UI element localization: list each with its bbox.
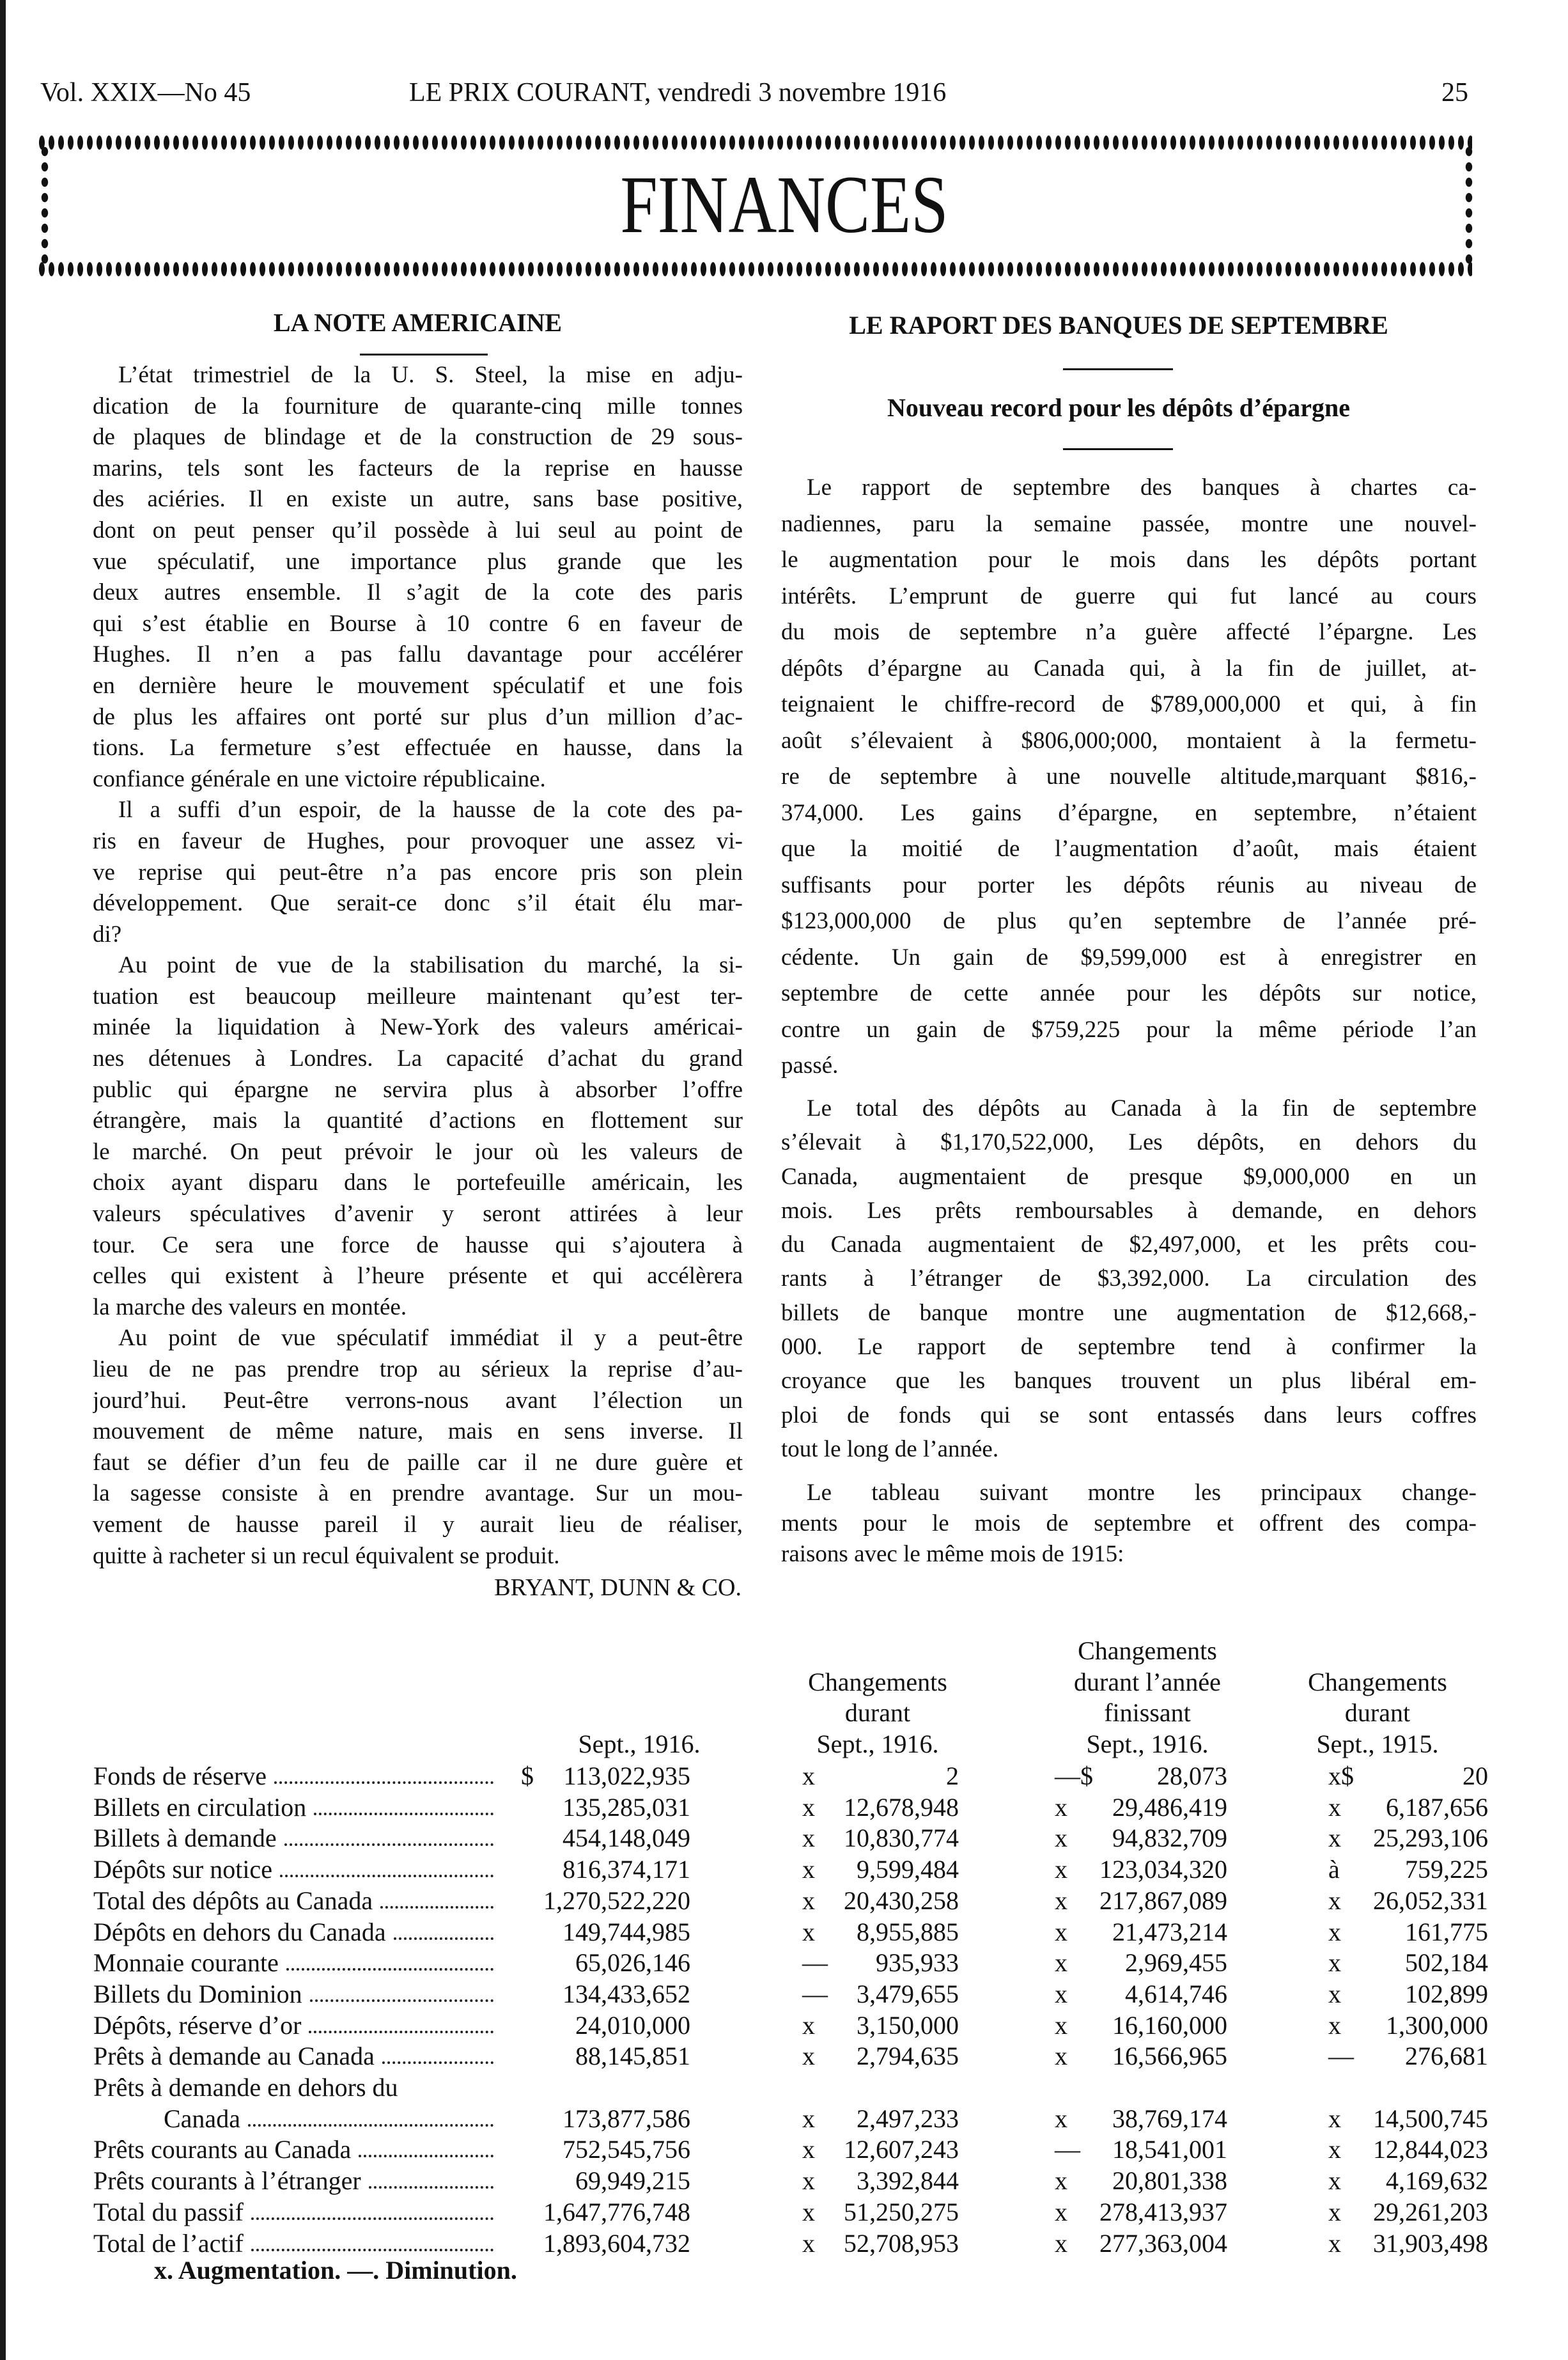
leader-dots xyxy=(309,2010,493,2033)
text-line: Hughes. Il n’en a pas fallu davantage pour accélérer xyxy=(93,641,743,668)
text-line: mouvement de même nature, mais en sens inverse. Il xyxy=(93,1418,743,1445)
text-line: la sagesse consiste à en prendre avantage. Sur un mou- xyxy=(93,1480,743,1507)
text-line: Le rapport de septembre des banques à chartes ca- xyxy=(807,474,1477,501)
text-line: tions. La fermeture s’est effectuée en hausse, dans la xyxy=(93,735,743,762)
row-label-text: Prêts courants au Canada xyxy=(93,2135,352,2164)
ornament-bottom xyxy=(37,258,1472,280)
text-line: du Canada augmentaient de $2,497,000, et les prêts cou- xyxy=(781,1231,1477,1258)
cell-value: 9,599,484 xyxy=(857,1855,959,1884)
text-line: deux autres ensemble. Il s’agit de la cote des paris xyxy=(93,579,743,606)
cell-value: 2,969,455 xyxy=(1125,1948,1227,1978)
text-line: 000. Le rapport de septembre tend à confirmer la xyxy=(781,1334,1477,1361)
change-sign: x xyxy=(1328,2228,1341,2258)
row-label-text: Total des dépôts au Canada xyxy=(93,1886,373,1915)
cell-value: 102,899 xyxy=(1405,1979,1488,2008)
change-sign: x xyxy=(802,1886,815,1915)
change-sign: x xyxy=(802,1792,815,1822)
change-sign: x xyxy=(802,2166,815,2196)
paragraph xyxy=(781,1091,1477,1466)
text-line: public qui épargne ne servira plus à absorber l’offre xyxy=(93,1076,743,1103)
text-line: 374,000. Les gains d’épargne, en septembre, n’étaient xyxy=(781,799,1477,826)
table-row-label-line xyxy=(0,2072,1568,2103)
change-sign: x$ xyxy=(1328,1762,1354,1790)
leader-dots xyxy=(310,1978,493,2002)
table-row xyxy=(0,1822,1568,1854)
row-label-text: Billets du Dominion xyxy=(93,1979,302,2008)
text-line: $123,000,000 de plus qu’en septembre de l’année pré- xyxy=(781,908,1477,934)
left-article-heading: LA NOTE AMERICAINE xyxy=(273,308,563,337)
row-label xyxy=(164,2103,496,2134)
row-label xyxy=(93,1822,496,1854)
text-line: lieu de ne pas prendre trop au sérieux la reprise d’au- xyxy=(93,1356,743,1382)
text-line: développement. Que serait-ce donc s’il était élu mar- xyxy=(93,890,743,917)
text-line: re de septembre à une nouvelle altitude,marquant $816,- xyxy=(781,763,1477,790)
row-label-text: Total de l’actif xyxy=(93,2228,244,2258)
column-header: Changements xyxy=(1308,1667,1447,1696)
paragraph xyxy=(781,470,1477,1084)
change-sign: x xyxy=(1055,1948,1067,1978)
row-label xyxy=(93,1885,496,1916)
row-label xyxy=(93,2010,496,2041)
cell-value: 16,160,000 xyxy=(1112,2010,1227,2040)
change-sign: x xyxy=(1055,2042,1067,2071)
text-line: Le total des dépôts au Canada à la fin de septembre xyxy=(807,1095,1477,1121)
row-label-text: Prêts courants à l’étranger xyxy=(93,2166,361,2196)
text-line: ris en faveur de Hughes, pour provoquer une assez vi- xyxy=(93,827,743,854)
text-line: la marche des valeurs en montée. xyxy=(93,1293,407,1320)
paragraph xyxy=(781,1478,1477,1570)
text-line: marins, tels sont les facteurs de la reprise en hausse xyxy=(93,455,743,481)
heading-rule xyxy=(1063,368,1173,370)
cell-value: 94,832,709 xyxy=(1112,1824,1227,1853)
leader-dots xyxy=(382,2040,493,2064)
cell-value: 454,148,049 xyxy=(563,1824,690,1853)
paragraph xyxy=(93,950,743,1323)
leader-dots xyxy=(248,2103,493,2127)
change-sign: x xyxy=(802,2197,815,2226)
cell-value: 20 xyxy=(1463,1762,1488,1790)
cell-value: 1,647,776,748 xyxy=(543,2197,690,2226)
change-sign: à xyxy=(1328,1855,1340,1884)
text-line: le augmentation pour le mois dans les dépôts portant xyxy=(781,547,1477,573)
text-line: L’état trimestriel de la U. S. Steel, la mise en adju- xyxy=(118,362,743,388)
text-line: raisons avec le même mois de 1915: xyxy=(781,1541,1124,1568)
paragraph xyxy=(93,795,743,950)
cell-value: 3,392,844 xyxy=(857,2166,959,2196)
text-line: intérêts. L’emprunt de guerre qui fut lancé au cours xyxy=(781,582,1477,609)
cell-value: 277,363,004 xyxy=(1099,2228,1227,2258)
cell-value: 276,681 xyxy=(1405,2042,1488,2071)
text-line: Le tableau suivant montre les principaux change- xyxy=(807,1480,1477,1506)
cell-value: 759,225 xyxy=(1405,1855,1488,1884)
text-line: Au point de vue spéculatif immédiat il y a peut-être xyxy=(118,1325,743,1352)
text-line: choix ayant disparu dans le portefeuille américain, les xyxy=(93,1169,743,1196)
cell-value: 2,794,635 xyxy=(857,2042,959,2071)
change-sign: x xyxy=(802,1917,815,1946)
cell-value: 69,949,215 xyxy=(575,2166,690,2196)
text-line: Il a suffi d’un espoir, de la hausse de la cote des pa- xyxy=(118,797,743,824)
text-line: ments pour le mois de septembre et offrent des compa- xyxy=(781,1510,1477,1537)
cell-value: 12,607,243 xyxy=(844,2135,959,2164)
text-line: passé. xyxy=(781,1052,839,1079)
change-sign: x xyxy=(802,2104,815,2133)
cell-value: 149,744,985 xyxy=(563,1917,690,1946)
cell-value: 217,867,089 xyxy=(1099,1886,1227,1915)
row-label xyxy=(93,2228,496,2259)
row-label-text: Billets en circulation xyxy=(93,1792,307,1822)
left-article-body xyxy=(93,360,743,1572)
text-line: mois. Les prêts remboursables à demande, en dehors xyxy=(781,1197,1477,1224)
text-line: billets de banque montre une augmentation de $12,668,- xyxy=(781,1299,1477,1326)
row-label xyxy=(93,2072,496,2103)
text-line: Au point de vue de la stabilisation du marché, la si- xyxy=(118,952,743,979)
row-label-text: Dépôts, réserve d’or xyxy=(93,2010,302,2040)
leader-dots xyxy=(280,1854,493,1877)
right-article-heading: LE RAPORT DES BANQUES DE SEPTEMBRE xyxy=(849,311,1388,340)
table-row xyxy=(0,1854,1568,1885)
row-label-text: Dépôts sur notice xyxy=(93,1855,272,1884)
leader-dots xyxy=(359,2134,493,2157)
text-line: que la moitié de l’augmentation d’août, mais étaient xyxy=(781,836,1477,862)
right-article-subheading: Nouveau record pour les dépôts d’épargne xyxy=(887,393,1351,422)
change-sign: x xyxy=(1328,2197,1341,2226)
cell-value: 16,566,965 xyxy=(1112,2042,1227,2071)
column-header: durant xyxy=(844,1698,911,1728)
cell-value: 3,150,000 xyxy=(857,2010,959,2040)
change-sign: x xyxy=(1055,2197,1067,2226)
row-label xyxy=(93,1792,496,1823)
text-line: le marché. On peut prévoir le jour où les valeurs de xyxy=(93,1138,743,1165)
text-line: vement de hausse pareil il y aurait lieu de réaliser, xyxy=(93,1511,743,1538)
leader-dots xyxy=(369,2165,493,2189)
cell-value: 8,955,885 xyxy=(857,1917,959,1946)
cell-value: 26,052,331 xyxy=(1373,1886,1488,1915)
table-row xyxy=(0,2165,1568,2196)
change-sign: x xyxy=(1328,1979,1341,2008)
column-header: Sept., 1916. xyxy=(1086,1730,1209,1758)
cell-value: 2,497,233 xyxy=(857,2104,959,2133)
row-label xyxy=(93,1760,496,1792)
leader-dots xyxy=(274,1760,493,1784)
text-line: dont on peut penser qu’il possède à lui seul au point de xyxy=(93,517,743,543)
text-line: rants à l’étranger de $3,392,000. La circulation des xyxy=(781,1265,1477,1292)
cell-value: 12,678,948 xyxy=(844,1792,959,1822)
text-line: celles qui existent à l’heure présente et qui accélèrera xyxy=(93,1263,743,1290)
cell-value: 14,500,745 xyxy=(1373,2104,1488,2133)
text-line: août s’élevaient à $806,000;000, montaient à la fermetu- xyxy=(781,727,1477,754)
page-number: 25 xyxy=(1441,78,1468,107)
cell-value: 161,775 xyxy=(1405,1917,1488,1946)
row-label-text: Prêts à demande en dehors du xyxy=(93,2073,398,2102)
row-label xyxy=(93,1916,496,1948)
leader-dots xyxy=(251,2228,493,2251)
change-sign: x xyxy=(1328,1824,1341,1853)
text-line: contre un gain de $759,225 pour la même période l’an xyxy=(781,1016,1477,1043)
text-line: minée la liquidation à New-York des valeurs américai- xyxy=(93,1014,743,1041)
text-line: de plaques de blindage et de la construction de 29 sous- xyxy=(93,424,743,451)
change-sign: x xyxy=(1055,1979,1067,2008)
table-row xyxy=(0,1792,1568,1823)
change-sign: x xyxy=(1328,2135,1341,2164)
cell-value: 24,010,000 xyxy=(575,2010,690,2040)
text-line: étrangère, mais la quantité d’actions en flottement sur xyxy=(93,1107,743,1134)
change-sign: x xyxy=(1055,2228,1067,2258)
text-line: valeurs spéculatives d’avenir y seront attirées à leur xyxy=(93,1201,743,1228)
change-sign: x xyxy=(802,1762,815,1790)
table-row xyxy=(0,2228,1568,2259)
table-row xyxy=(0,1947,1568,1978)
table-row xyxy=(0,2040,1568,2072)
text-line: jourd’hui. Peut-être verrons-nous avant l’élection un xyxy=(93,1387,743,1414)
cell-value: 6,187,656 xyxy=(1386,1792,1488,1822)
subheading-rule xyxy=(1063,448,1173,450)
leader-dots xyxy=(394,1916,493,1940)
change-sign: — xyxy=(1055,2135,1080,2164)
change-sign: x xyxy=(1328,2166,1341,2196)
column-header: Sept., 1916. xyxy=(578,1730,701,1758)
change-sign: x xyxy=(1055,1886,1067,1915)
cell-value: 29,486,419 xyxy=(1112,1792,1227,1822)
row-label-text: Monnaie courante xyxy=(93,1948,279,1978)
cell-value: 135,285,031 xyxy=(563,1792,690,1822)
change-sign: x xyxy=(1055,2104,1067,2133)
row-label xyxy=(93,1947,496,1978)
cell-value: 29,261,203 xyxy=(1373,2197,1488,2226)
change-sign: x xyxy=(1055,1824,1067,1853)
cell-value: 502,184 xyxy=(1405,1948,1488,1978)
text-line: en dernière heure le mouvement spéculatif et une fois xyxy=(93,672,743,699)
cell-value: 28,073 xyxy=(1157,1762,1227,1790)
table-row xyxy=(0,2134,1568,2165)
column-header: Sept., 1916. xyxy=(816,1730,939,1758)
table-legend: x. Augmentation. —. Diminution. xyxy=(154,2256,517,2285)
cell-value: 51,250,275 xyxy=(844,2197,959,2226)
volume-number: Vol. XXIX—No 45 xyxy=(40,78,251,107)
change-sign: — xyxy=(802,1948,828,1978)
text-line: du mois de septembre n’a guère affecté l’épargne. Les xyxy=(781,619,1477,645)
column-header: finissant xyxy=(1104,1698,1191,1728)
row-label xyxy=(93,1978,496,2010)
paragraph xyxy=(93,360,743,795)
text-line: de plus les affaires ont porté sur plus d’un million d’ac- xyxy=(93,703,743,730)
row-label xyxy=(93,2040,496,2072)
text-line: ve reprise qui peut-être n’a pas encore pris son plein xyxy=(93,859,743,886)
heading-rule xyxy=(360,354,488,356)
text-line: qui s’est établie en Bourse à 10 contre 6 en faveur de xyxy=(93,610,743,637)
text-line: tour. Ce sera une force de hausse qui s’ajoutera à xyxy=(93,1231,743,1258)
cell-value: 31,903,498 xyxy=(1373,2228,1488,2258)
section-title-text: FINANCES xyxy=(619,159,949,250)
change-sign: x xyxy=(1055,1917,1067,1946)
cell-value: 1,893,604,732 xyxy=(543,2228,690,2258)
row-label xyxy=(93,2196,496,2228)
text-line: faut se défier d’un feu de paille car il ne dure guère et xyxy=(93,1449,743,1476)
leader-dots xyxy=(314,1792,493,1815)
text-line: nes détenues à Londres. La capacité d’achat du grand xyxy=(93,1045,743,1072)
row-label xyxy=(93,1854,496,1885)
cell-value: 18,541,001 xyxy=(1112,2135,1227,2164)
row-label-text: Dépôts en dehors du Canada xyxy=(93,1917,386,1946)
cell-value: 10,830,774 xyxy=(844,1824,959,1853)
text-line: di? xyxy=(93,921,122,948)
text-line: vue spéculatif, une importance plus grande que les xyxy=(93,548,743,575)
table-row xyxy=(0,1760,1568,1792)
cell-value: 816,374,171 xyxy=(563,1855,690,1884)
change-sign: $ xyxy=(521,1762,534,1790)
cell-value: 123,034,320 xyxy=(1099,1855,1227,1884)
row-label-text: Canada xyxy=(164,2104,240,2133)
cell-value: 1,300,000 xyxy=(1386,2010,1488,2040)
change-sign: x xyxy=(1328,1792,1341,1822)
change-sign: x xyxy=(1328,1917,1341,1946)
change-sign: x xyxy=(1055,1792,1067,1822)
column-header: Sept., 1915. xyxy=(1316,1730,1439,1758)
text-line: quitte à racheter si un recul équivalent se produit. xyxy=(93,1542,560,1569)
cell-value: 4,169,632 xyxy=(1386,2166,1488,2196)
table-row xyxy=(0,1885,1568,1916)
text-line: tout le long de l’année. xyxy=(781,1435,999,1462)
leader-dots xyxy=(284,1822,493,1846)
text-line: teignaient le chiffre-record de $789,000,000 et qui, à fin xyxy=(781,691,1477,717)
cell-value: 935,933 xyxy=(876,1948,959,1978)
change-sign: x xyxy=(1055,1855,1067,1884)
cell-value: 3,479,655 xyxy=(857,1979,959,2008)
cell-value: 65,026,146 xyxy=(575,1948,690,1978)
table-row xyxy=(0,2196,1568,2228)
cell-value: 752,545,756 xyxy=(563,2135,690,2164)
text-line: confiance générale en une victoire républicaine. xyxy=(93,765,546,792)
change-sign: x xyxy=(1328,1886,1341,1915)
row-label xyxy=(93,2165,496,2196)
text-line: suffisants pour porter les dépôts réunis au niveau de xyxy=(781,871,1477,898)
cell-value: 20,801,338 xyxy=(1112,2166,1227,2196)
text-line: septembre de cette année pour les dépôts sur notice, xyxy=(781,980,1477,1006)
row-label-text: Total du passif xyxy=(93,2197,244,2226)
cell-value: 38,769,174 xyxy=(1112,2104,1227,2133)
change-sign: x xyxy=(802,2228,815,2258)
leader-dots xyxy=(286,1947,493,1971)
row-label-text: Fonds de réserve xyxy=(93,1762,267,1790)
cell-value: 4,614,746 xyxy=(1125,1979,1227,2008)
row-label-text: Billets à demande xyxy=(93,1824,277,1853)
text-line: dication de la fourniture de quarante-cinq mille tonnes xyxy=(93,393,743,419)
cell-value: 134,433,652 xyxy=(563,1979,690,2008)
text-line: tuation est beaucoup meilleure maintenant qu’est ter- xyxy=(93,983,743,1010)
cell-value: 52,708,953 xyxy=(844,2228,959,2258)
change-sign: x xyxy=(1055,2166,1067,2196)
change-sign: x xyxy=(802,2135,815,2164)
table-row xyxy=(0,1978,1568,2010)
text-line: dépôts d’épargne au Canada qui, à la fin de juillet, at- xyxy=(781,655,1477,682)
change-sign: x xyxy=(802,1855,815,1884)
text-line: cédente. Un gain de $9,599,000 est à enregistrer en xyxy=(781,944,1477,971)
section-title xyxy=(0,159,1568,250)
cell-value: 21,473,214 xyxy=(1112,1917,1227,1946)
column-header: durant l’année xyxy=(1074,1667,1221,1696)
cell-value: 2 xyxy=(946,1762,959,1790)
table-row xyxy=(0,2103,1568,2134)
cell-value: 278,413,937 xyxy=(1099,2197,1227,2226)
change-sign: x xyxy=(802,1824,815,1853)
row-label xyxy=(93,2134,496,2165)
text-line: Canada, augmentaient de presque $9,000,000 en un xyxy=(781,1163,1477,1190)
cell-value: 25,293,106 xyxy=(1373,1824,1488,1853)
leader-dots xyxy=(380,1885,493,1909)
text-line: croyance que les banques trouvent un plus libéral em- xyxy=(781,1368,1477,1395)
paragraph xyxy=(93,1323,743,1572)
change-sign: —$ xyxy=(1055,1762,1093,1790)
text-line: ploi de fonds qui se sont entassés dans leurs coffres xyxy=(781,1402,1477,1428)
masthead-title: LE PRIX COURANT, vendredi 3 novembre 1916 xyxy=(409,78,947,107)
leader-dots xyxy=(251,2196,493,2220)
cell-value: 173,877,586 xyxy=(563,2104,690,2133)
cell-value: 20,430,258 xyxy=(844,1886,959,1915)
change-sign: x xyxy=(802,2010,815,2040)
text-line: s’élevait à $1,170,522,000, Les dépôts, en dehors du xyxy=(781,1129,1477,1156)
signature: BRYANT, DUNN & CO. xyxy=(494,1574,741,1601)
column-header: Changements xyxy=(1078,1636,1217,1665)
column-header: durant xyxy=(1344,1698,1411,1728)
change-sign: x xyxy=(1328,2010,1341,2040)
cell-value: 12,844,023 xyxy=(1373,2135,1488,2164)
change-sign: x xyxy=(1328,2104,1341,2133)
cell-value: 88,145,851 xyxy=(575,2042,690,2071)
change-sign: x xyxy=(802,2042,815,2071)
change-sign: x xyxy=(1055,2010,1067,2040)
change-sign: — xyxy=(1328,2042,1354,2071)
change-sign: x xyxy=(1328,1948,1341,1978)
change-sign: — xyxy=(802,1979,828,2008)
table-row xyxy=(0,2010,1568,2041)
text-line: des aciéries. Il en existe un autre, sans base positive, xyxy=(93,486,743,513)
table-row xyxy=(0,1916,1568,1948)
cell-value: 113,022,935 xyxy=(563,1762,690,1790)
text-line: nadiennes, paru la semaine passée, montre une nouvel- xyxy=(781,510,1477,537)
ornament-top xyxy=(37,132,1472,153)
column-header: Changements xyxy=(808,1667,947,1696)
row-label-text: Prêts à demande au Canada xyxy=(93,2042,375,2071)
cell-value: 1,270,522,220 xyxy=(543,1886,690,1915)
